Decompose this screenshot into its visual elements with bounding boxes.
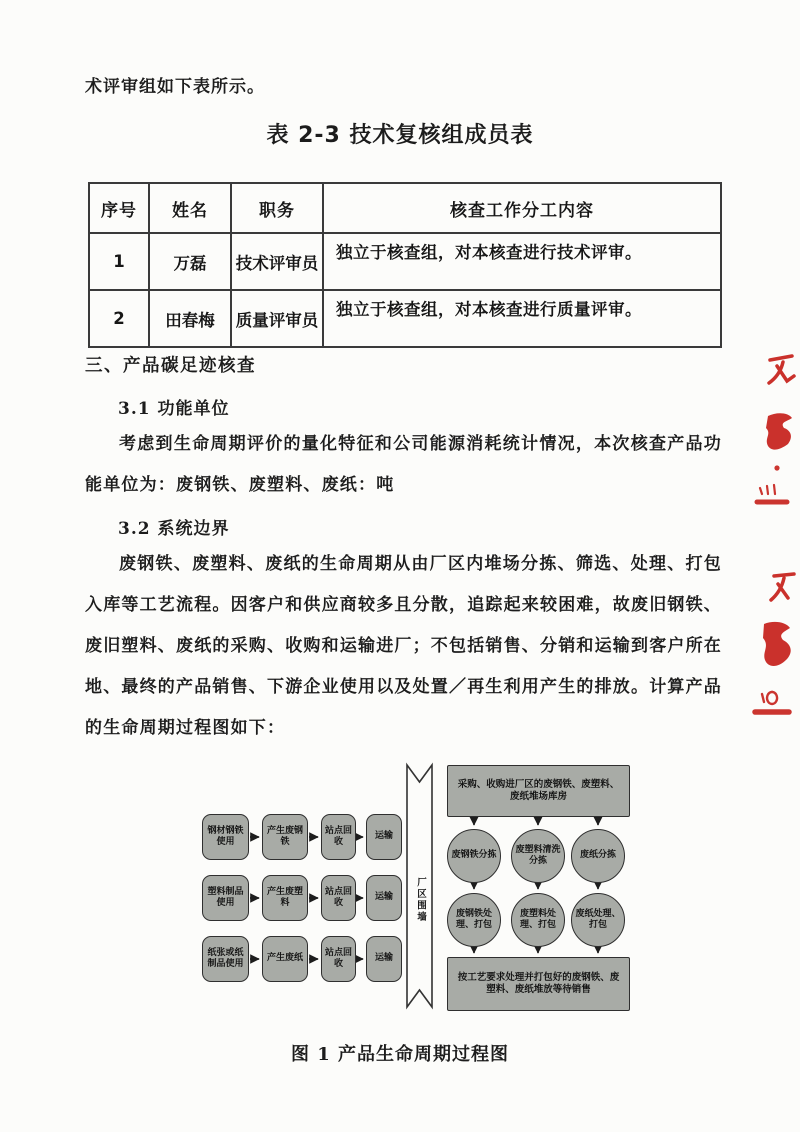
process-box-steel-waste: 产生废钢铁	[262, 814, 308, 860]
circle-paper-packing: 废纸处理、打包	[571, 893, 625, 947]
process-box-steel-use: 钢材钢铁使用	[202, 814, 249, 860]
paragraph-functional-unit: 考虑到生命周期评价的量化特征和公司能源消耗统计情况，本次核查产品功能单位为：废钢铁、废塑料、废纸：吨	[85, 434, 722, 495]
process-box-paper-use: 纸张或纸制品使用	[202, 936, 249, 982]
cell-title: 质量评审员	[231, 290, 323, 347]
circle-plastic-packing: 废塑料处理、打包	[511, 893, 565, 947]
header-content: 核查工作分工内容	[323, 183, 721, 233]
process-box-plastic-waste: 产生废塑料	[262, 875, 308, 921]
circle-steel-sorting: 废钢铁分拣	[447, 829, 501, 883]
intro-text: 术评审组如下表所示。	[85, 77, 265, 97]
header-name: 姓名	[149, 183, 231, 233]
subsection-3-1: 3.1 功能单位	[118, 399, 230, 419]
process-box-plastic-transport: 运输	[366, 875, 402, 921]
table-title: 表 2-3 技术复核组成员表	[266, 123, 534, 148]
cell-name: 田春梅	[149, 290, 231, 347]
lifecycle-diagram	[185, 757, 645, 1022]
table-row	[89, 290, 721, 347]
table-header-row	[89, 183, 721, 233]
process-box-plastic-use: 塑料制品使用	[202, 875, 249, 921]
circle-paper-sorting: 废纸分拣	[571, 829, 625, 883]
cell-content: 独立于核查组，对本核查进行质量评审。	[323, 290, 721, 347]
process-box-paper-collect: 站点回收	[321, 936, 356, 982]
cell-name: 万磊	[149, 233, 231, 290]
figure-caption: 图 1 产品生命周期过程图	[290, 1044, 510, 1065]
circle-plastic-sorting: 废塑料清洗分拣	[511, 829, 565, 883]
subsection-3-2: 3.2 系统边界	[118, 519, 230, 539]
cell-no: 1	[89, 233, 149, 290]
process-box-plastic-collect: 站点回收	[321, 875, 356, 921]
cell-content: 独立于核查组，对本核查进行技术评审。	[323, 233, 721, 290]
header-title: 职务	[231, 183, 323, 233]
stamp-fragment-top	[750, 352, 800, 522]
factory-boundary-label: 厂区围墙	[415, 877, 426, 923]
circle-steel-packing: 废钢铁处理、打包	[447, 893, 501, 947]
process-box-paper-waste: 产生废纸	[262, 936, 308, 982]
process-box-paper-transport: 运输	[366, 936, 402, 982]
header-no: 序号	[89, 183, 149, 233]
process-box-steel-collect: 站点回收	[321, 814, 356, 860]
process-box-steel-transport: 运输	[366, 814, 402, 860]
review-team-table	[88, 182, 722, 348]
cell-title: 技术评审员	[231, 233, 323, 290]
cell-no: 2	[89, 290, 149, 347]
awaiting-sale-box: 按工艺要求处理并打包好的废钢铁、废塑料、废纸堆放等待销售	[447, 957, 630, 1011]
storage-yard-box: 采购、收购进厂区的废钢铁、废塑料、废纸堆场库房	[447, 765, 630, 817]
paragraph-system-boundary: 废钢铁、废塑料、废纸的生命周期从由厂区内堆场分拣、筛选、处理、打包入库等工艺流程。因客户和供应商较多且分散，追踪起来较困难，故废旧钢铁、废旧塑料、废纸的采购、收购和运输进厂；不包括销售、分销和运输到客户所在地、最终的产品销售、下游企业使用以及处置／再生利用产生的排放。计算产品的生命周期过程图如下：	[85, 554, 722, 738]
table-row	[89, 233, 721, 290]
stamp-fragment-bottom	[750, 570, 800, 720]
section-heading: 三、产品碳足迹核查	[85, 356, 256, 376]
